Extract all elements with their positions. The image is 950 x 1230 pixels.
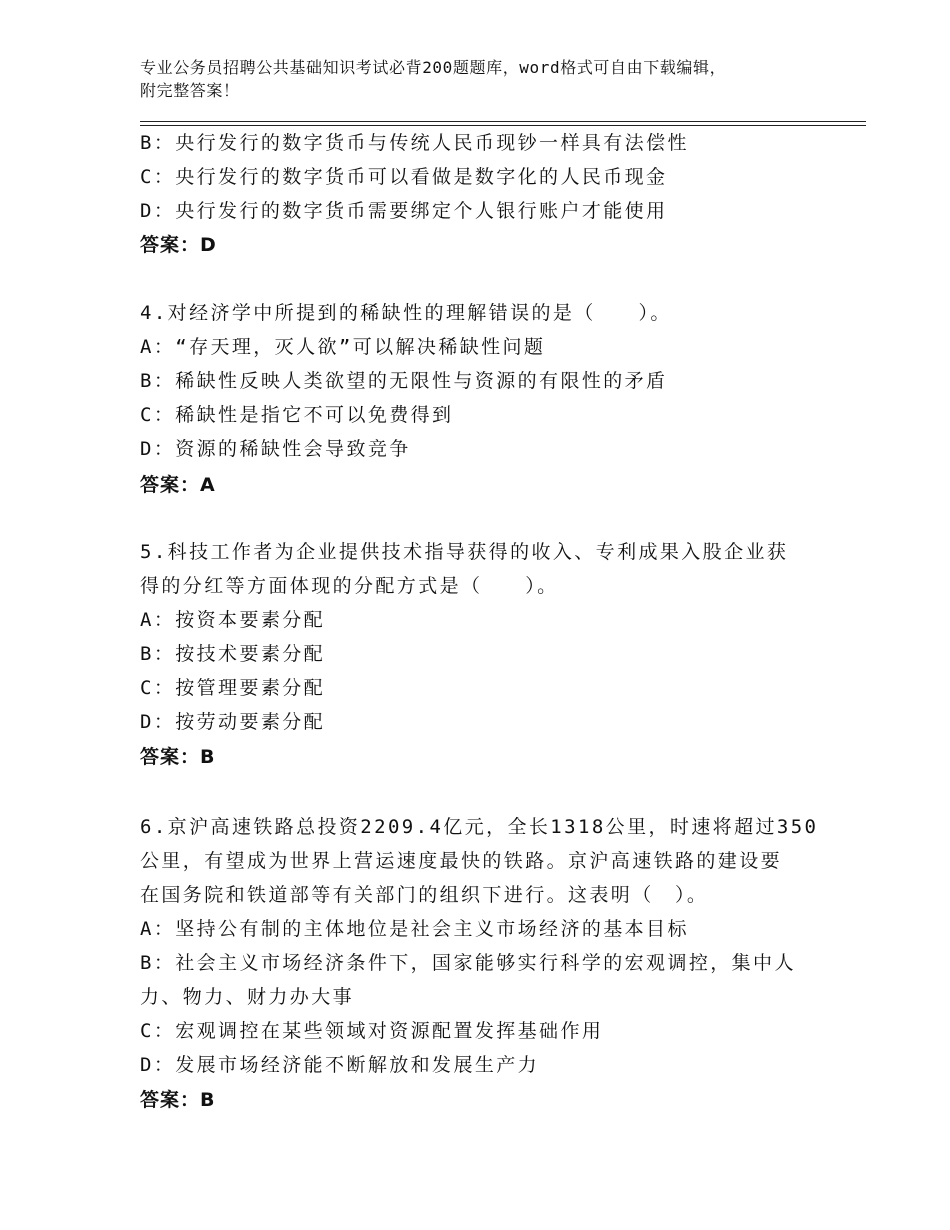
q5-option-a: A：按资本要素分配 — [140, 609, 326, 631]
q5-stem-line-1: 5.科技工作者为企业提供技术指导获得的收入、专利成果入股企业获 — [140, 541, 789, 563]
q5-stem-line-2: 得的分红等方面体现的分配方式是（ ）。 — [140, 575, 559, 597]
q6-option-d: D：发展市场经济能不断解放和发展生产力 — [140, 1054, 540, 1076]
q6-option-b-line-1: B：社会主义市场经济条件下，国家能够实行科学的宏观调控，集中人 — [140, 952, 796, 974]
q6-answer: 答案：B — [140, 1089, 216, 1111]
q5-option-b: B：按技术要素分配 — [140, 643, 326, 665]
q3-option-c: C：央行发行的数字货币可以看做是数字化的人民币现金 — [140, 166, 668, 188]
header-line-2: 附完整答案！ — [140, 81, 240, 100]
header-divider-bottom — [140, 125, 866, 126]
q4-option-b: B：稀缺性反映人类欲望的无限性与资源的有限性的矛盾 — [140, 370, 668, 392]
q4-option-c: C：稀缺性是指它不可以免费得到 — [140, 404, 454, 426]
q6-stem-line-3: 在国务院和铁道部等有关部门的组织下进行。这表明（ ）。 — [140, 884, 709, 906]
q4-stem: 4.对经济学中所提到的稀缺性的理解错误的是（ ）。 — [140, 302, 672, 324]
q5-answer: 答案：B — [140, 746, 216, 768]
q6-stem-line-2: 公里，有望成为世界上营运速度最快的铁路。京沪高速铁路的建设要 — [140, 850, 783, 872]
q6-option-c: C：宏观调控在某些领域对资源配置发挥基础作用 — [140, 1020, 604, 1042]
q3-option-b: B：央行发行的数字货币与传统人民币现钞一样具有法偿性 — [140, 132, 689, 154]
q6-option-b-line-2: 力、物力、财力办大事 — [140, 986, 355, 1008]
q4-option-a: A：“存天理，灭人欲”可以解决稀缺性问题 — [140, 336, 546, 358]
q5-option-c: C：按管理要素分配 — [140, 677, 326, 699]
header-line-1: 专业公务员招聘公共基础知识考试必背200题题库，word格式可自由下载编辑， — [140, 58, 727, 77]
q4-answer: 答案：A — [140, 474, 216, 496]
q3-answer: 答案：D — [140, 234, 217, 256]
q4-option-d: D：资源的稀缺性会导致竞争 — [140, 438, 411, 460]
q3-option-d: D：央行发行的数字货币需要绑定个人银行账户才能使用 — [140, 200, 668, 222]
q6-option-a: A：坚持公有制的主体地位是社会主义市场经济的基本目标 — [140, 918, 689, 940]
q5-option-d: D：按劳动要素分配 — [140, 711, 326, 733]
header-divider-top — [140, 121, 866, 122]
page-header — [140, 56, 830, 102]
q6-stem-line-1: 6.京沪高速铁路总投资2209.4亿元，全长1318公里，时速将超过350 — [140, 816, 819, 838]
